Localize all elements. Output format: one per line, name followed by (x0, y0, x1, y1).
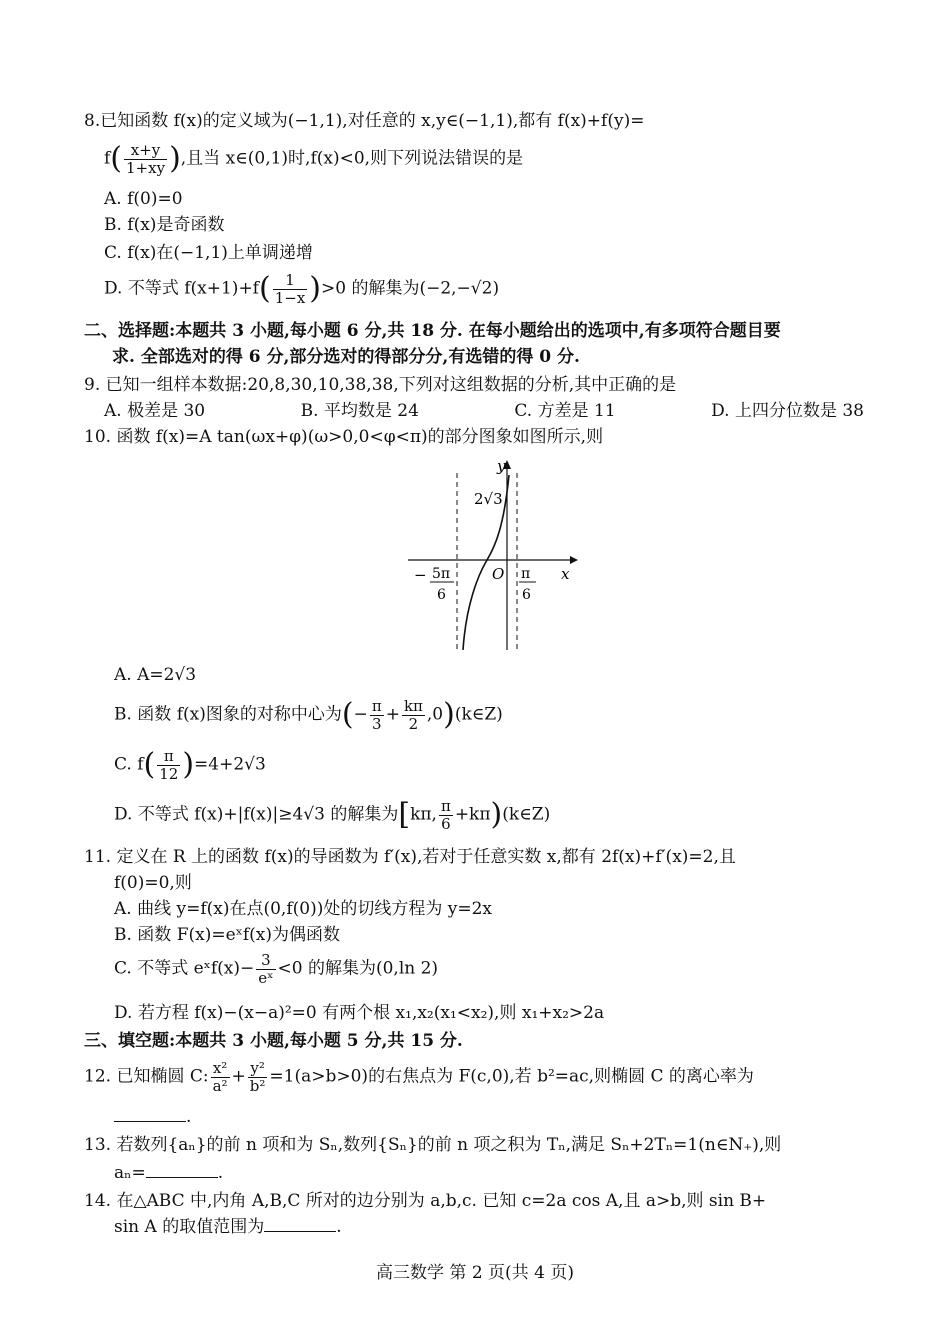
x-axis-arrow (570, 556, 578, 564)
q9-option-b: B. 平均数是 24 (300, 401, 419, 421)
q14-answer-line: sin A 的取值范围为 . (114, 1217, 342, 1237)
q8-f: f (104, 148, 111, 169)
q8-option-d: D. 不等式 f(x+1)+f( $\frac{1}{1-x}$ )>0 的解集为(−2,−√2) (104, 271, 500, 307)
left-tick-num: 5π (432, 566, 451, 582)
q8-option-b: B. f(x)是奇函数 (104, 215, 225, 235)
q10-stem: 10. 函数 f(x)=A tan(ωx+φ)(ω>0,0<φ<π)的部分图象如图所示,则 (84, 427, 604, 447)
q10-option-a: A. A=2√3 (114, 665, 197, 685)
left-tick-den: 6 (437, 587, 446, 603)
q8-d-fraction: $\frac{1}{1-x}$ (274, 271, 306, 307)
q8-fraction: $\frac{x+y}{1+xy}$ (126, 141, 166, 177)
q13-stem-line1: 13. 若数列{aₙ}的前 n 项和为 Sₙ,数列{Sₙ}的前 n 项之积为 Tₙ,满足 Sₙ+2Tₙ=1(n∈N₊),则 (84, 1135, 782, 1155)
q12-answer-line: . (114, 1106, 191, 1129)
q8-option-c: C. f(x)在(−1,1)上单调递增 (104, 243, 313, 263)
y-mark-label: 2√3 (474, 490, 503, 508)
q8-stem-rest: ,且当 x∈(0,1)时,f(x)<0,则下列说法错误的是 (180, 148, 524, 169)
page-footer: 高三数学 第 2 页(共 4 页) (376, 1263, 574, 1283)
q8-stem-line1: 8.已知函数 f(x)的定义域为(−1,1),对任意的 x,y∈(−1,1),都有 f(x)+f(y)= (84, 111, 645, 131)
right-tick-num: π (521, 566, 531, 582)
q9-option-d: D. 上四分位数是 38 (711, 401, 864, 421)
q11-stem-line1: 11. 定义在 R 上的函数 f(x)的导函数为 f′(x),若对于任意实数 x,都有 2f(x)+f′(x)=2,且 (84, 847, 736, 867)
section-2-header-line1: 二、选择题:本题共 3 小题,每小题 6 分,共 18 分. 在每小题给出的选项中,有多项符合题目要 (84, 321, 781, 341)
q9-options (104, 400, 864, 423)
q9-option-c: C. 方差是 11 (514, 401, 616, 421)
q8-option-a: A. f(0)=0 (104, 189, 183, 209)
q11-option-b: B. 函数 F(x)=eˣf(x)为偶函数 (114, 925, 341, 945)
q10-option-b: B. 函数 f(x)图象的对称中心为(− $\frac{\pi}{3}$ + $\frac{k\pi}{2}$ ,0)(k∈Z) (114, 697, 503, 733)
q11-option-d: D. 若方程 f(x)−(x−a)²=0 有两个根 x₁,x₂(x₁<x₂),则 x₁+x₂>2a (114, 1003, 605, 1023)
q13-answer-line: aₙ= . (114, 1163, 224, 1183)
q10-option-c: C. f( $\frac{\pi}{12}$ )=4+2√3 (114, 747, 266, 783)
left-tick-sign: − (414, 566, 427, 584)
q10-option-d: D. 不等式 f(x)+|f(x)|≥4√3 的解集为[kπ, $\frac{\pi}{6}$ +kπ)(k∈Z) (114, 797, 551, 833)
q12-stem: 12. 已知椭圆 C: $\frac{\text{x²}}{\text{a²}}$ + $\frac{\text{y²}}{\text{b²}}$ =1(a>b>0)的右焦点为 F(c,0),若 b²=ac,则椭圆 C 的离心率为 (84, 1059, 754, 1095)
origin-label: O (492, 565, 505, 583)
q10-graph (400, 455, 590, 655)
q11-option-c: C. 不等式 eˣf(x)− $\frac{3}{\text{eˣ}}$ <0 的解集为(0,ln 2) (114, 951, 439, 987)
q14-answer-blank[interactable] (264, 1217, 336, 1232)
q8-stem-line2: f( $\frac{x+y}{1+xy}$ ),且当 x∈(0,1)时,f(x)<0,则下列说法错误的是 (104, 141, 524, 177)
section-3-header: 三、填空题:本题共 3 小题,每小题 5 分,共 15 分. (84, 1031, 463, 1051)
q11-option-a: A. 曲线 y=f(x)在点(0,f(0))处的切线方程为 y=2x (114, 899, 492, 919)
q12-answer-blank[interactable] (114, 1107, 186, 1122)
y-axis-label: y (497, 457, 506, 475)
q9-option-a: A. 极差是 30 (104, 401, 206, 421)
q13-answer-blank[interactable] (146, 1163, 218, 1178)
q11-stem-line2: f(0)=0,则 (114, 873, 192, 893)
right-tick-den: 6 (522, 587, 531, 603)
section-2-header-line2: 求. 全部选对的得 6 分,部分选对的得部分分,有选错的得 0 分. (112, 347, 580, 367)
q9-stem: 9. 已知一组样本数据:20,8,30,10,38,38,下列对这组数据的分析,其中正确的是 (84, 375, 677, 395)
x-axis-label: x (561, 565, 570, 583)
q14-stem-line1: 14. 在△ABC 中,内角 A,B,C 所对的边分别为 a,b,c. 已知 c=2a cos A,且 a>b,则 sin B+ (84, 1191, 767, 1211)
